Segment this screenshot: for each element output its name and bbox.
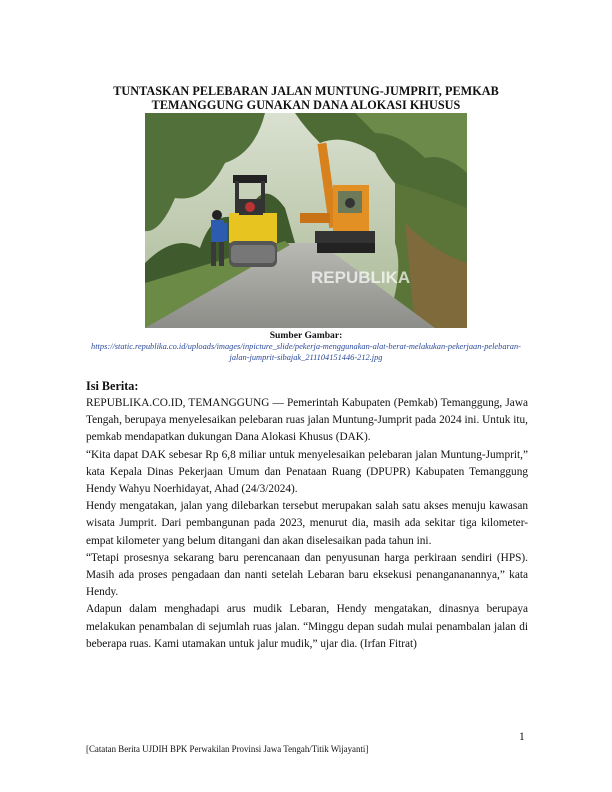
paragraph: Adapun dalam menghadapi arus mudik Lebaran, Hendy mengatakan, dinasnya berupaya melakukan penambalan di sejumlah ruas jalan. “Minggu depan sudah mulai penambalan jalan di beberapa ruas. Kami utamakan untuk jalur mudik,” ujar dia. (Irfan Fitrat): [86, 603, 528, 650]
page-number: 1: [519, 731, 525, 743]
paragraph: “Tetapi prosesnya sekarang baru perencanaan dan penyusunan harga perkiraan sendiri (HPS). Masih ada proses pengadaan dan nanti setelah Lebaran baru eksekusi penangananannya,” kata Hendy.: [86, 551, 528, 599]
paragraph: “Kita dapat DAK sebesar Rp 6,8 miliar untuk menyelesaikan pelebaran jalan Muntung-Jumprit,” kata Kepala Dinas Pekerjaan Umum dan Penataan Ruang (DPUPR) Kabupaten Temanggung Hendy Wahyu Noerhidayat, Ahad (24/3/2024).: [86, 448, 528, 496]
paragraph: Hendy mengatakan, jalan yang dilebarkan tersebut merupakan salah satu akses menuju kawasan wisata Jumprit. Dari pembangunan pada 2023, menurut dia, masih ada sekitar tiga kilometer-empat kilometer yang belum ditangani dan akan diselesaikan pada tahun ini.: [86, 500, 528, 547]
article-body: [86, 395, 528, 653]
road-construction-photo: [145, 113, 467, 328]
article-title: TUNTASKAN PELEBARAN JALAN MUNTUNG-JUMPRIT, PEMKAB TEMANGGUNG GUNAKAN DANA ALOKASI KHUSUS: [113, 84, 499, 112]
footer-note: [Catatan Berita UJDIH BPK Perwakilan Provinsi Jawa Tengah/Titik Wijayanti]: [86, 744, 369, 754]
section-heading: Isi Berita:: [86, 379, 139, 393]
paragraph: REPUBLIKA.CO.ID, TEMANGGUNG — Pemerintah Kabupaten (Pemkab) Temanggung, Jawa Tengah, berupaya menyelesaikan pelebaran ruas jalan Muntung-Jumprit pada 2024 ini. Untuk itu, pemkab mendapatkan dukungan Dana Alokasi Khusus (DAK).: [86, 397, 528, 444]
photo-watermark: REPUBLIKA: [311, 268, 411, 287]
caption-url-link[interactable]: https://static.republika.co.id/uploads/images/inpicture_slide/pekerja-menggunakan-alat-berat-melakukan-pekerjaan-pelebaran-jalan-jumprit-sibajak_211104151446-212.jpg: [91, 342, 521, 362]
article-photo: [145, 113, 467, 328]
caption-label: Sumber Gambar:: [269, 330, 343, 341]
